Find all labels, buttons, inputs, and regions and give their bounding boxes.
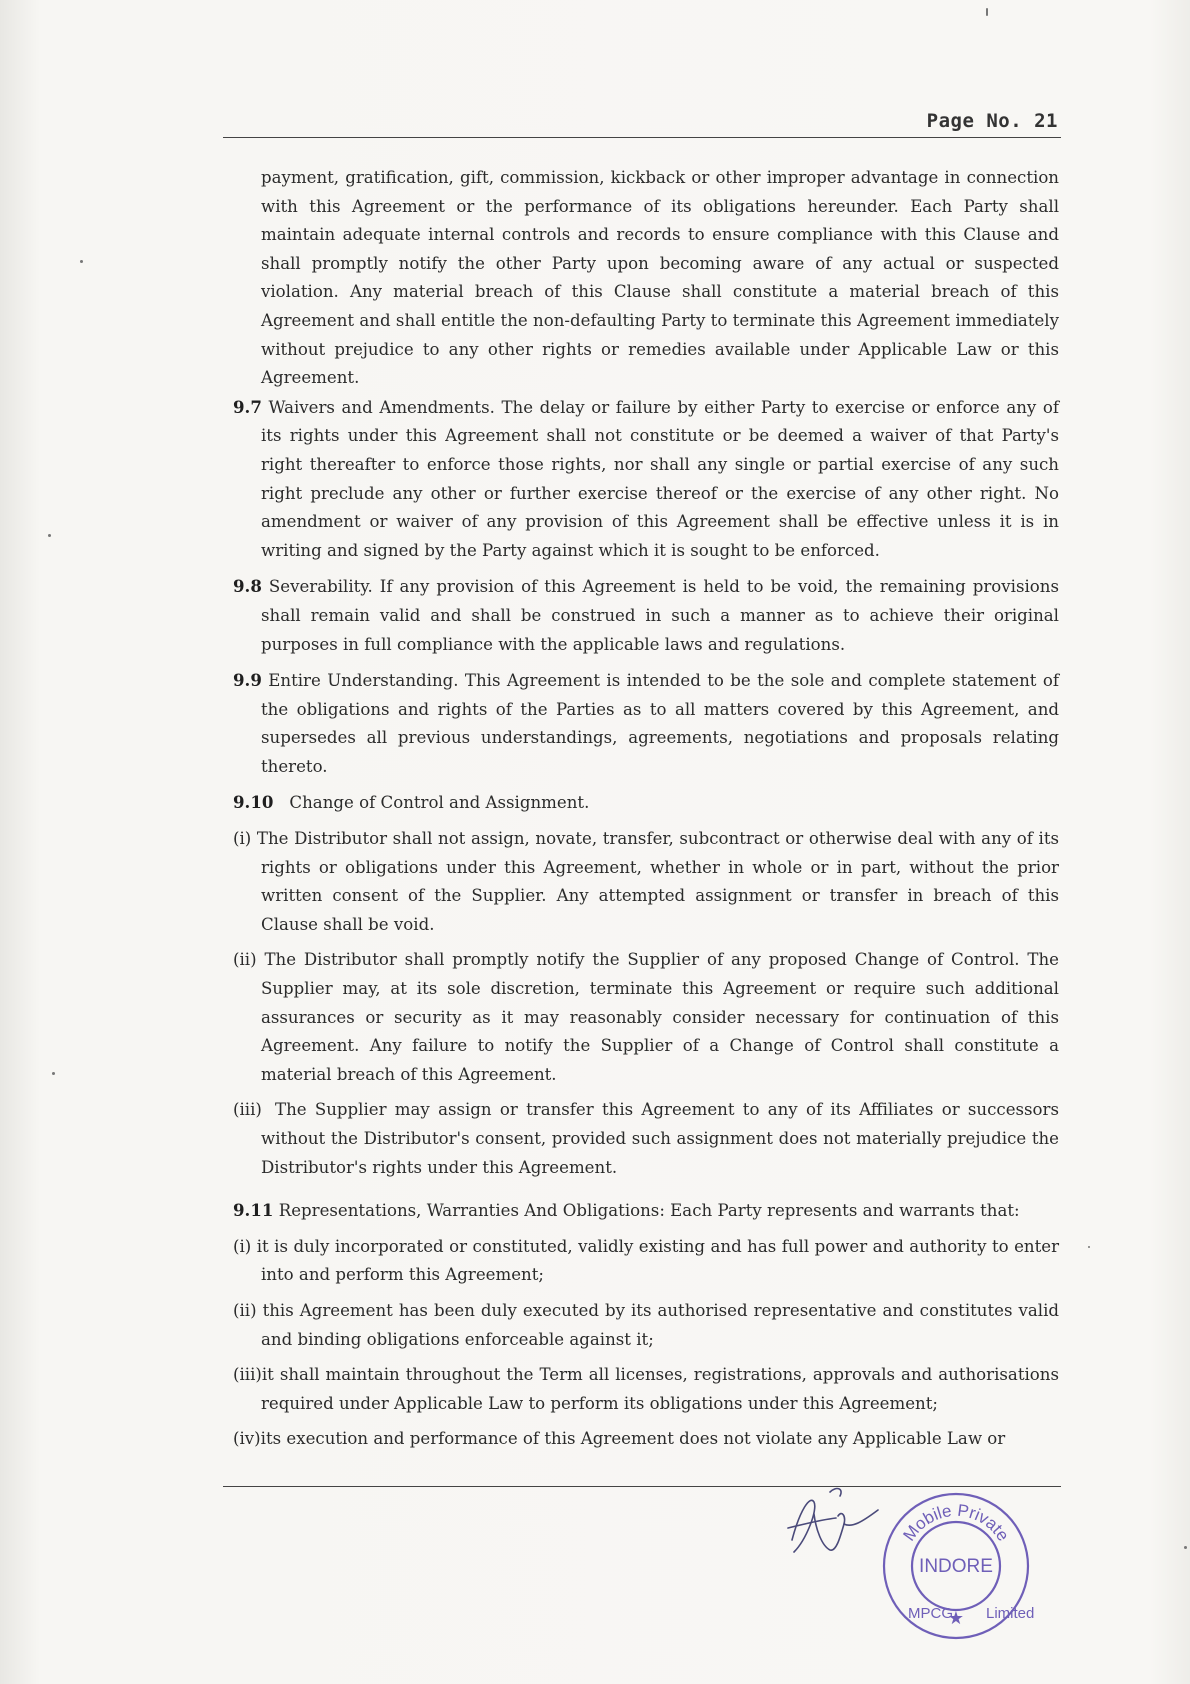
item-label: (iii) bbox=[233, 1365, 262, 1385]
clause-text: Entire Understanding. This Agreement is intended to be the sole and complete statement of the obligations and rights of the Parties as to all matters covered by this Agreement, and supersedes all previous understandings, agreements, negotiations and proposals relating thereto. bbox=[261, 671, 1059, 776]
clause-9-11-item-iv bbox=[233, 1425, 1059, 1454]
document-body bbox=[233, 164, 1059, 1454]
item-text: its execution and performance of this Agreement does not violate any Applicable Law or bbox=[260, 1429, 1006, 1449]
page-number: Page No. 21 bbox=[926, 110, 1058, 132]
scan-speck bbox=[48, 534, 51, 537]
clause-text: Waivers and Amendments. The delay or failure by either Party to exercise or enforce any of its rights under this Agreement shall not constitute or be deemed a waiver of that Party's right thereafter to enforce those rights, nor shall any single or partial exercise of any such right preclude any other or further exercise thereof or the exercise of any other right. No amendment or waiver of any provision of this Agreement shall be effective unless it is in writing and signed by the Party against which it is sought to be enforced. bbox=[261, 397, 1060, 560]
item-text: it shall maintain throughout the Term all licenses, registrations, approvals and authorisations required under Applicable Law to perform its obligations under this Agreement; bbox=[261, 1365, 1059, 1413]
clause-9-11-item-ii bbox=[233, 1297, 1059, 1354]
seal-center-text: INDORE bbox=[919, 1556, 993, 1577]
item-text: this Agreement has been duly executed by its authorised representative and constitutes valid and binding obligations enforceable against it; bbox=[261, 1300, 1059, 1349]
item-label: (i) bbox=[233, 829, 252, 849]
clause-number: 9.10 bbox=[233, 792, 274, 813]
item-label: (iii) bbox=[233, 1100, 262, 1120]
item-text: The Distributor shall promptly notify the Supplier of any proposed Change of Control. The Supplier may, at its sole discretion, terminate this Agreement or require such additional assurances or security as it may reasonably consider necessary for continuation of this Agreement. Any failure to notify the Supplier of a Change of Control shall constitute a material breach of this Agreement. bbox=[261, 950, 1059, 1084]
scan-speck bbox=[52, 1072, 55, 1075]
clause-number: 9.8 bbox=[233, 576, 262, 597]
seal-star-icon: ★ bbox=[947, 1608, 965, 1628]
header-rule bbox=[223, 137, 1061, 138]
item-label: (ii) bbox=[233, 1300, 257, 1320]
clause-title: Representations, Warranties And Obligations: Each Party represents and warrants that: bbox=[278, 1201, 1020, 1221]
scan-speck bbox=[1184, 1546, 1187, 1549]
seal-left-text: MPCG bbox=[908, 1605, 953, 1622]
clause-number: 9.9 bbox=[233, 670, 262, 691]
item-label: (iv) bbox=[233, 1429, 261, 1449]
clause-9-9 bbox=[233, 666, 1059, 781]
clause-number: 9.7 bbox=[233, 396, 262, 417]
clause-number: 9.11 bbox=[233, 1200, 274, 1221]
company-seal-icon bbox=[878, 1488, 1034, 1644]
seal-top-text: Mobile Private bbox=[899, 1500, 1013, 1545]
item-label: (ii) bbox=[233, 950, 257, 970]
clause-9-10-item-iii bbox=[233, 1096, 1059, 1182]
clause-9-10-heading bbox=[233, 788, 1059, 818]
item-text: The Distributor shall not assign, novate, transfer, subcontract or otherwise deal with any of its rights or obligations under this Agreement, whether in whole or in part, without the prior written consent of the Supplier. Any attempted assignment or transfer in breach of this Clause shall be void. bbox=[256, 829, 1060, 934]
clause-text: Severability. If any provision of this Agreement is held to be void, the remaining provisions shall remain valid and shall be construed in such a manner as to achieve their original purposes in full compliance with the applicable laws and regulations. bbox=[261, 577, 1059, 654]
intro-paragraph: payment, gratification, gift, commission, kickback or other improper advantage in connection with this Agreement or the performance of its obligations hereunder. Each Party shall maintain adequate internal controls and records to ensure compliance with this Clause and shall promptly notify the other Party upon becoming aware of any actual or suspected violation. Any material breach of this Clause shall constitute a material breach of this Agreement and shall entitle the non-defaulting Party to terminate this Agreement immediately without prejudice to any other rights or remedies available under Applicable Law or this Agreement. bbox=[261, 168, 1059, 388]
item-label: (i) bbox=[233, 1236, 252, 1256]
scan-speck bbox=[1088, 1246, 1090, 1248]
footer-rule bbox=[223, 1486, 1061, 1487]
clause-9-11-heading bbox=[233, 1196, 1059, 1226]
clause-9-7 bbox=[233, 393, 1059, 566]
clause-9-11-item-iii bbox=[233, 1361, 1059, 1418]
clause-9-8 bbox=[233, 572, 1059, 659]
item-text: it is duly incorporated or constituted, validly existing and has full power and authority to enter into and perform this Agreement; bbox=[256, 1236, 1060, 1285]
seal-right-text: Limited bbox=[986, 1605, 1034, 1622]
scan-speck bbox=[80, 260, 83, 263]
clause-9-10-item-ii bbox=[233, 946, 1059, 1089]
scan-speck bbox=[986, 8, 988, 16]
clause-9-10-item-i bbox=[233, 825, 1059, 939]
clause-title: Change of Control and Assignment. bbox=[289, 793, 590, 813]
item-text: The Supplier may assign or transfer this Agreement to any of its Affiliates or successors without the Distributor's consent, provided such assignment does not materially prejudice the Distributor's rights under this Agreement. bbox=[261, 1100, 1059, 1177]
clause-9-11-item-i bbox=[233, 1233, 1059, 1290]
